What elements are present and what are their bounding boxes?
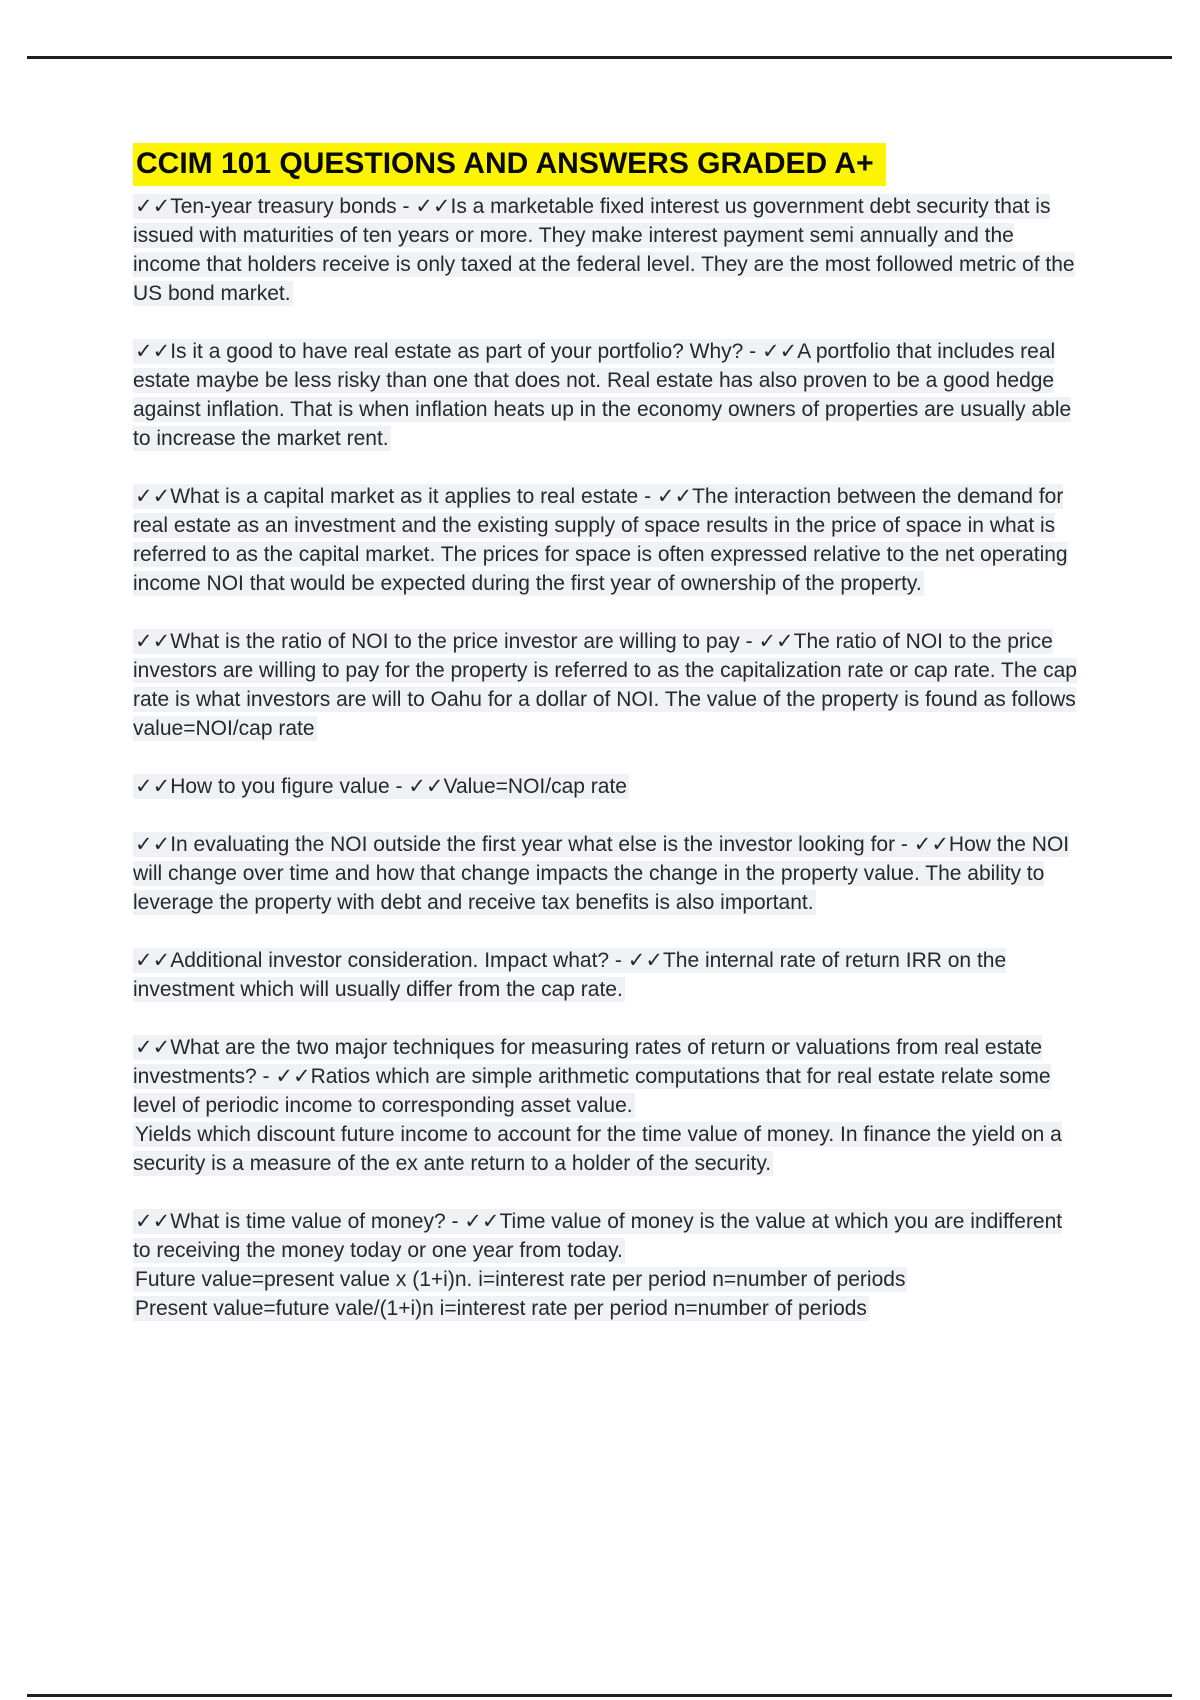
qa-text-highlight: ✓✓How to you figure value - ✓✓Value=NOI/cap rate xyxy=(135,775,627,798)
qa-paragraph xyxy=(133,192,1078,308)
qa-text-highlight: ✓✓What is the ratio of NOI to the price investor are willing to pay - ✓✓The ratio of NOI to the price investors are willing to pay for the property is referred to as the capitalization rate or cap rate. The cap rate is what investors are will to Oahu for a dollar of NOI. The value of the property is found as follows value=NOI/cap rate xyxy=(133,630,1077,740)
qa-paragraph xyxy=(133,772,1078,801)
qa-text-highlight: ✓✓What are the two major techniques for measuring rates of return or valuations from real estate investments? - ✓✓Ratios which are simple arithmetic computations that for real estate relate some level of periodic income to corresponding asset value. xyxy=(133,1036,1051,1117)
qa-paragraph xyxy=(133,946,1078,1004)
qa-text-highlight: ✓✓What is a capital market as it applies to real estate - ✓✓The interaction between the demand for real estate as an investment and the existing supply of space results in the price of space in what is referred to as the capital market. The prices for space is often expressed relative to the net operating income NOI that would be expected during the first year of ownership of the property. xyxy=(133,485,1068,595)
qa-text-highlight: Future value=present value x (1+i)n. i=interest rate per period n=number of periods xyxy=(135,1268,906,1291)
qa-text-highlight: ✓✓Is it a good to have real estate as part of your portfolio? Why? - ✓✓A portfolio that includes real estate maybe be less risky than one that does not. Real estate has also proven to be a good hedge against inflation. That is when inflation heats up in the economy owners of properties are usually able to increase the market rent. xyxy=(133,340,1072,450)
qa-list xyxy=(133,192,1078,1323)
page-bottom-rule xyxy=(27,1694,1172,1697)
qa-text-highlight: ✓✓In evaluating the NOI outside the first year what else is the investor looking for - ✓✓How the NOI will change over time and how that change impacts the change in the property value. The ability to leverage the property with debt and receive tax benefits is also important. xyxy=(133,833,1070,914)
page-top-rule xyxy=(27,56,1172,59)
qa-text-highlight: Yields which discount future income to account for the time value of money. In finance the yield on a security is a measure of the ex ante return to a holder of the security. xyxy=(133,1123,1062,1175)
qa-text-highlight: ✓✓Additional investor consideration. Impact what? - ✓✓The internal rate of return IRR on the investment which will usually differ from the cap rate. xyxy=(133,949,1007,1001)
qa-paragraph xyxy=(133,830,1078,917)
qa-text-highlight: ✓✓Ten-year treasury bonds - ✓✓Is a marketable fixed interest us government debt security that is issued with maturities of ten years or more. They make interest payment semi annually and the income that holders receive is only taxed at the federal level. They are the most followed metric of the US bond market. xyxy=(133,195,1075,305)
qa-paragraph xyxy=(133,1033,1078,1178)
qa-paragraph xyxy=(133,1207,1078,1323)
qa-paragraph xyxy=(133,482,1078,598)
qa-text-highlight: ✓✓What is time value of money? - ✓✓Time value of money is the value at which you are indifferent to receiving the money today or one year from today. xyxy=(133,1210,1063,1262)
page-title: CCIM 101 QUESTIONS AND ANSWERS GRADED A+ xyxy=(133,143,886,186)
qa-text-highlight: Present value=future vale/(1+i)n i=interest rate per period n=number of periods xyxy=(135,1297,867,1320)
qa-paragraph xyxy=(133,627,1078,743)
qa-paragraph xyxy=(133,337,1078,453)
document-content xyxy=(133,143,1078,1352)
